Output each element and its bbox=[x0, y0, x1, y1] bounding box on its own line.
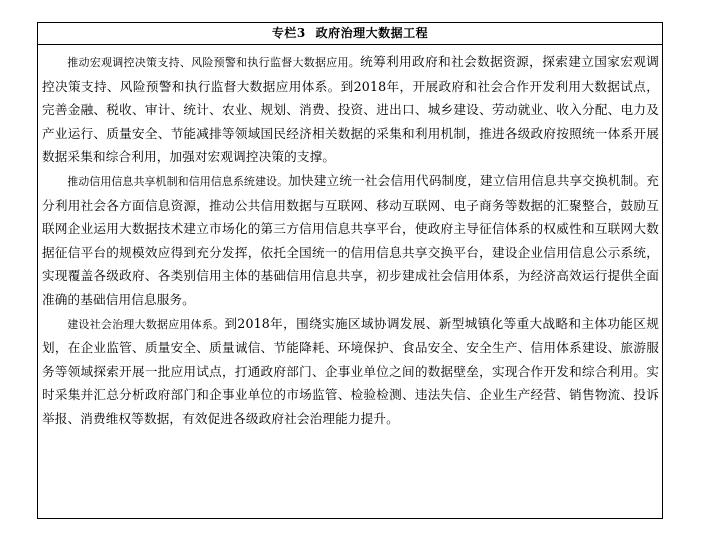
paragraph-lead: 建设社会治理大数据应用体系。 bbox=[67, 317, 225, 331]
paragraph-lead: 推动信用信息共享机制和信用信息系统建设。 bbox=[67, 174, 289, 188]
column-title-bar bbox=[38, 23, 662, 45]
paragraph-body: 到2018年，围绕实施区域协调发展、新型城镇化等重大战略和主体功能区规划，在企业监管、质量安全、质量诚信、节能降耗、环境保护、食品安全、安全生产、信用体系建设、旅游服务等领域探索开展一批应用试点，打通政府部门、企事业单位之间的数据壁垒，实现合作开发和综合利用。实时采集并汇总分析政府部门和企事业单位的市场监管、检验检测、违法失信、企业生产经营、销售物流、投诉举报、消费维权等数据，有效促进各级政府社会治理能力提升。 bbox=[42, 315, 659, 426]
column-content bbox=[38, 45, 662, 431]
column-box bbox=[37, 22, 663, 519]
paragraph-body: 加快建立统一社会信用代码制度，建立信用信息共享交换机制。充分利用社会各方面信息资源，推动公共信用数据与互联网、移动互联网、电子商务等数据的汇聚整合，鼓励互联网企业运用大数据技术建立市场化的第三方信用信息共享平台，使政府主导征信体系的权威性和互联网大数据征信平台的规模效应得到充分发挥，依托全国统一的信用信息共享交换平台，建设企业信用信息公示系统，实现覆盖各级政府、各类别信用主体的基础信用信息共享，初步建成社会信用体系，为经济高效运行提供全面准确的基础信用信息服务。 bbox=[42, 172, 659, 307]
paragraph-body: 统筹利用政府和社会数据资源，探索建立国家宏观调控决策支持、风险预警和执行监督大数据应用体系。到2018年，开展政府和社会合作开发利用大数据试点，完善金融、税收、审计、统计、农业、规划、消费、投资、进出口、城乡建设、劳动就业、收入分配、电力及产业运行、质量安全、节能减排等领域国民经济相关数据的采集和利用机制，推进各级政府按照统一体系开展数据采集和综合利用，加强对宏观调控决策的支撑。 bbox=[42, 54, 660, 165]
paragraph-credit-info bbox=[42, 169, 659, 312]
column-label: 专栏3 bbox=[271, 26, 306, 40]
column-title: 政府治理大数据工程 bbox=[315, 26, 429, 40]
paragraph-lead: 推动宏观调控决策支持、风险预警和执行监督大数据应用。 bbox=[67, 56, 361, 69]
paragraph-macro-control bbox=[42, 50, 659, 169]
paragraph-social-governance bbox=[42, 312, 659, 431]
